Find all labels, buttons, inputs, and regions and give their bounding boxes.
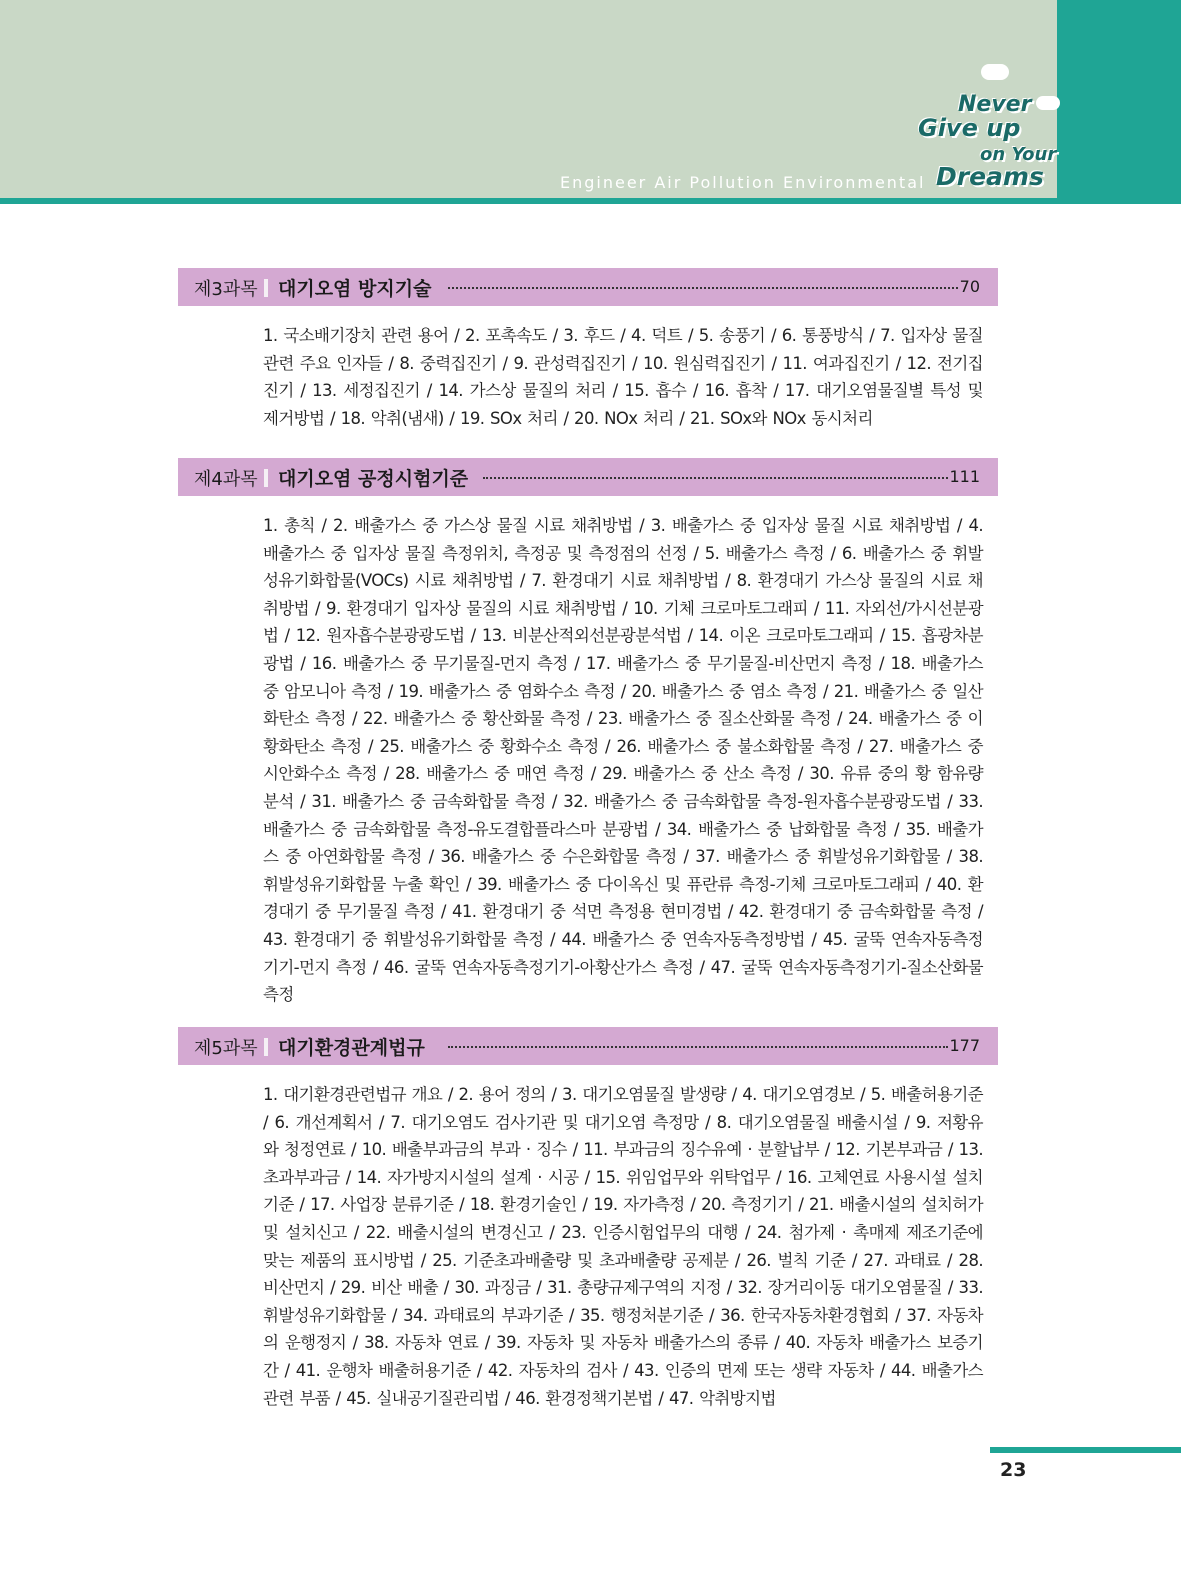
separator bbox=[264, 469, 268, 487]
subject-label: 제4과목 bbox=[194, 469, 258, 490]
section-page-number: 70 bbox=[959, 277, 980, 296]
header-accent-tab bbox=[1057, 0, 1181, 198]
section-title: 대기오염 공정시험기준 bbox=[278, 468, 469, 490]
motto-line-1: Never bbox=[958, 92, 1032, 117]
motto-line-2: Give up bbox=[918, 114, 1021, 142]
cloud-icon bbox=[1036, 96, 1060, 110]
header-rule bbox=[0, 198, 1181, 204]
motto-line-4: Dreams bbox=[936, 162, 1044, 191]
page-number: 23 bbox=[1000, 1459, 1027, 1481]
separator bbox=[264, 279, 268, 297]
motto-logo bbox=[918, 62, 1068, 197]
section-bar-subject-3 bbox=[178, 268, 998, 306]
section-items-subject-4: 1. 총칙 / 2. 배출가스 중 가스상 물질 시료 채취방법 / 3. 배출가스 중 입자상 물질 시료 채취방법 / 4. 배출가스 중 입자상 물질 측정위치, 측정공 및 측정점의 선정 / 5. 배출가스 측정 / 6. 배출가스 중 휘발성유기화합물(VOCs) 시료 채취방법 / 7. 환경대기 시료 채취방법 / 8. 환경대기 가스상 물질의 시료 채취방법 / 9. 환경대기 입자상 물질의 시료 채취방법 / 10. 기체 크로마토그래피 / 11. 자외선/가시선분광법 / 12. 원자흡수분광광도법 / 13. 비분산적외선분광분석법 / 14. 이온 크로마토그래피 / 15. 흡광차분광법 / 16. 배출가스 중 무기물질-먼지 측정 / 17. 배출가스 중 무기물질-비산먼지 측정 / 18. 배출가스 중 암모니아 측정 / 19. 배출가스 중 염화수소 측정 / 20. 배출가스 중 염소 측정 / 21. 배출가스 중 일산화탄소 측정 / 22. 배출가스 중 황산화물 측정 / 23. 배출가스 중 질소산화물 측정 / 24. 배출가스 중 이황화탄소 측정 / 25. 배출가스 중 황화수소 측정 / 26. 배출가스 중 불소화합물 측정 / 27. 배출가스 중 시안화수소 측정 / 28. 배출가스 중 매연 측정 / 29. 배출가스 중 산소 측정 / 30. 유류 중의 황 함유량 분석 / 31. 배출가스 중 금속화합물 측정 / 32. 배출가스 중 금속화합물 측정-원자흡수분광광도법 / 33. 배출가스 중 금속화합물 측정-유도결합플라스마 분광법 / 34. 배출가스 중 납화합물 측정 / 35. 배출가스 중 아연화합물 측정 / 36. 배출가스 중 수은화합물 측정 / 37. 배출가스 중 휘발성유기화합물 / 38. 휘발성유기화합물 누출 확인 / 39. 배출가스 중 다이옥신 및 퓨란류 측정-기체 크로마토그래피 / 40. 환경대기 중 무기물질 측정 / 41. 환경대기 중 석면 측정용 현미경법 / 42. 환경대기 중 금속화합물 측정 / 43. 환경대기 중 휘발성유기화합물 측정 / 44. 배출가스 중 연속자동측정방법 / 45. 굴뚝 연속자동측정기기-먼지 측정 / 46. 굴뚝 연속자동측정기기-아황산가스 측정 / 47. 굴뚝 연속자동측정기기-질소산화물 측정 bbox=[263, 516, 983, 1005]
subject-label: 제3과목 bbox=[194, 279, 258, 300]
section-bar-subject-5 bbox=[178, 1027, 998, 1065]
section-page-number: 111 bbox=[949, 467, 980, 486]
section-items-subject-5: 1. 대기환경관련법규 개요 / 2. 용어 정의 / 3. 대기오염물질 발생량 / 4. 대기오염경보 / 5. 배출허용기준 / 6. 개선계획서 / 7. 대기오염도 검사기관 및 대기오염 측정망 / 8. 대기오염물질 배출시설 / 9. 저황유와 청정연료 / 10. 배출부과금의 부과 · 징수 / 11. 부과금의 징수유예 · 분할납부 / 12. 기본부과금 / 13. 초과부과금 / 14. 자가방지시설의 설계 · 시공 / 15. 위임업무와 위탁업무 / 16. 고체연료 사용시설 설치기준 / 17. 사업장 분류기준 / 18. 환경기술인 / 19. 자가측정 / 20. 측정기기 / 21. 배출시설의 설치허가 및 설치신고 / 22. 배출시설의 변경신고 / 23. 인증시험업무의 대행 / 24. 첨가제 · 촉매제 제조기준에 맞는 제품의 표시방법 / 25. 기준초과배출량 및 초과배출량 공제분 / 26. 벌칙 기준 / 27. 과태료 / 28. 비산먼지 / 29. 비산 배출 / 30. 과징금 / 31. 총량규제구역의 지정 / 32. 장거리이동 대기오염물질 / 33. 휘발성유기화합물 / 34. 과태료의 부과기준 / 35. 행정처분기준 / 36. 한국자동차환경협회 / 37. 자동차의 운행정지 / 38. 자동차 연료 / 39. 자동차 및 자동차 배출가스의 종류 / 40. 자동차 배출가스 보증기간 / 41. 운행차 배출허용기준 / 42. 자동차의 검사 / 43. 인증의 면제 또는 생략 자동차 / 44. 배출가스 관련 부품 / 45. 실내공기질관리법 / 46. 환경정책기본법 / 47. 악취방지법 bbox=[263, 1085, 983, 1408]
leader-dots bbox=[483, 477, 948, 479]
leader-dots bbox=[448, 1046, 948, 1048]
section-items-subject-3: 1. 국소배기장치 관련 용어 / 2. 포촉속도 / 3. 후드 / 4. 덕트 / 5. 송풍기 / 6. 통풍방식 / 7. 입자상 물질 관련 주요 인자들 / 8. 중력집진기 / 9. 관성력집진기 / 10. 원심력집진기 / 11. 여과집진기 / 12. 전기집진기 / 13. 세정집진기 / 14. 가스상 물질의 처리 / 15. 흡수 / 16. 흡착 / 17. 대기오염물질별 특성 및 제거방법 / 18. 악취(냄새) / 19. SOx 처리 / 20. NOx 처리 / 21. SOx와 NOx 동시처리 bbox=[263, 326, 983, 428]
section-page-number: 177 bbox=[949, 1036, 980, 1055]
header-subtitle: Engineer Air Pollution Environmental bbox=[560, 173, 926, 192]
footer-rule bbox=[990, 1447, 1181, 1453]
separator bbox=[264, 1038, 268, 1056]
cloud-icon bbox=[981, 64, 1009, 80]
motto-line-3: on Your bbox=[980, 144, 1057, 165]
leader-dots bbox=[448, 287, 958, 289]
section-title: 대기환경관계법규 bbox=[278, 1037, 425, 1059]
section-bar-subject-4 bbox=[178, 458, 998, 496]
section-title: 대기오염 방지기술 bbox=[278, 278, 432, 300]
subject-label: 제5과목 bbox=[194, 1038, 258, 1059]
